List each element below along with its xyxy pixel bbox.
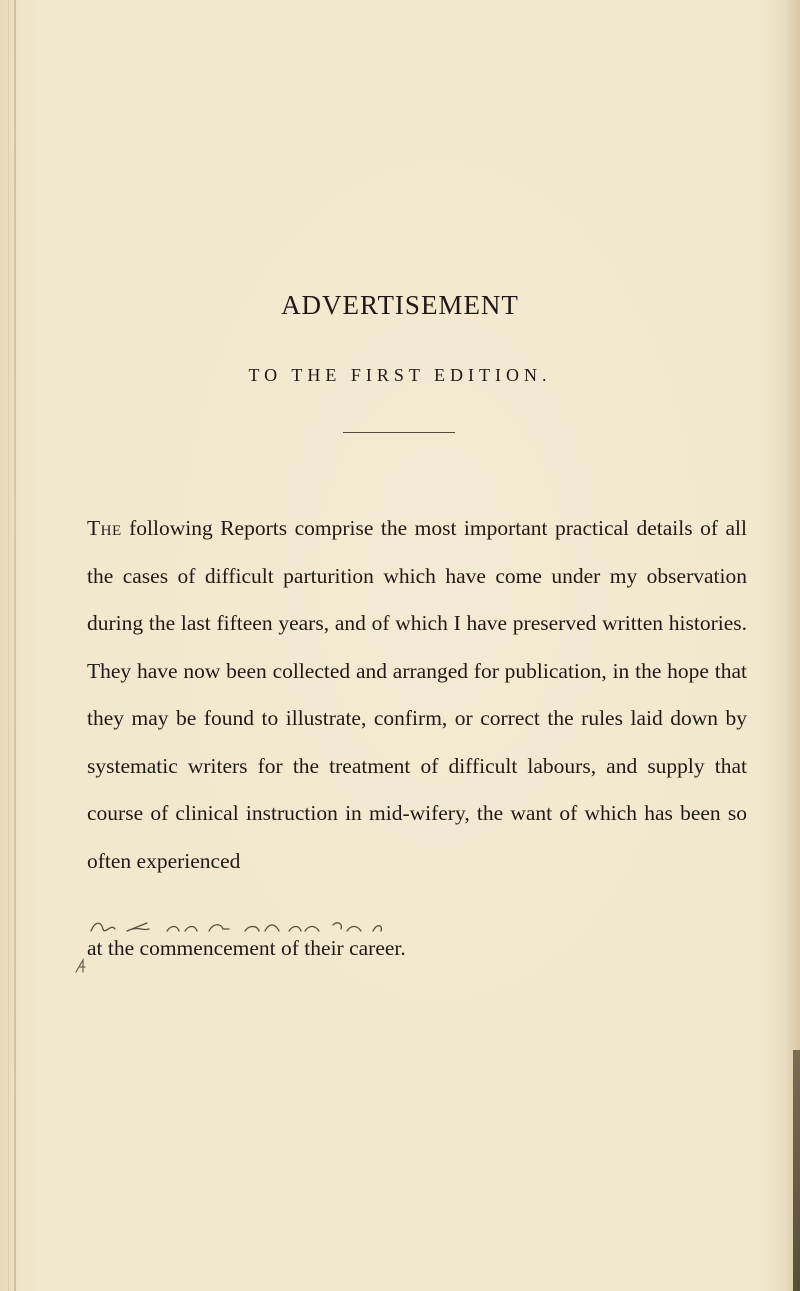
binding-edge: [14, 0, 16, 1291]
margin-pencil-mark: [74, 958, 90, 974]
binding-edge-inner: [8, 0, 9, 1291]
document-title: ADVERTISEMENT: [281, 290, 519, 320]
document-subtitle: TO THE FIRST EDITION.: [248, 365, 552, 385]
body-paragraph-text: following Reports comprise the most important practical details of all the cases of difficult parturition which have come under my observation during the last fifteen years, and of which I have preserved written histories. They have now been collected and arranged for publication, in the hope that they may be found to illustrate, confirm, or correct the rules laid down by systematic writers for the treatment of difficult labours, and supply that course of clinical instruction in mid-wifery, the want of which has been so often experienced: [87, 516, 747, 873]
section-divider: [343, 432, 455, 433]
body-first-word: The: [87, 516, 122, 540]
body-last-line: at the commencement of their career.: [87, 936, 406, 960]
page-edge-strip: [793, 1050, 800, 1291]
body-paragraph: [87, 505, 747, 885]
